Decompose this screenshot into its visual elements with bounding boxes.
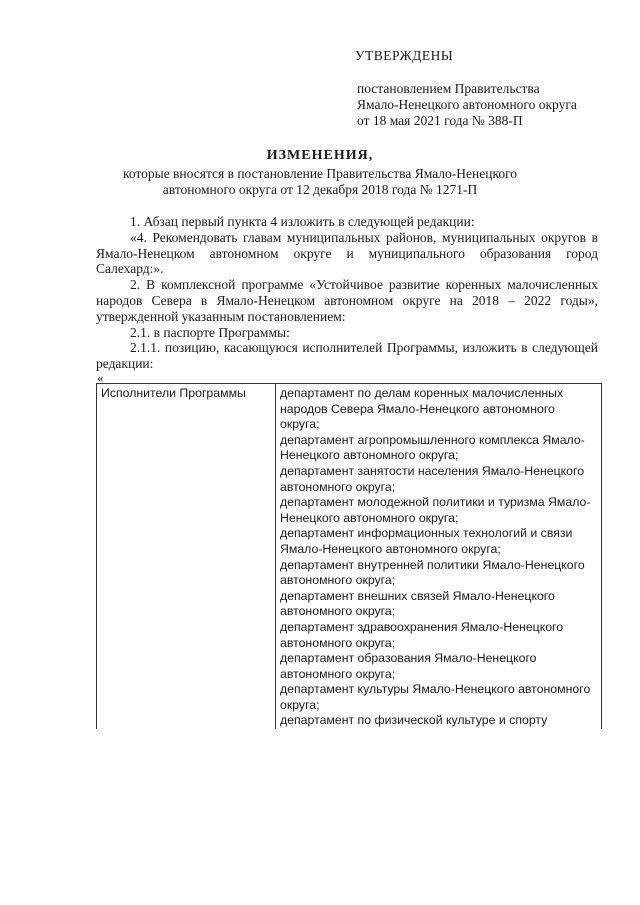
opening-quote: « xyxy=(97,370,104,385)
department-item: департамент агропромышленного комплекса Ямало-Ненецкого автономного округа; xyxy=(280,432,585,463)
approval-stamp: УТВЕРЖДЕНЫ xyxy=(355,48,454,63)
departments-cell xyxy=(276,384,602,730)
paragraph: 2.1.1. позицию, касающуюся исполнителей Программы, изложить в следующей редакции: xyxy=(96,340,598,372)
paragraph: 2.1. в паспорте Программы: xyxy=(130,324,290,340)
approval-block xyxy=(357,81,577,129)
department-item: департамент информационных технологий и связи Ямало-Ненецкого автономного округа; xyxy=(280,526,573,556)
table-row xyxy=(97,384,602,730)
department-item: департамент занятости населения Ямало-Ненецкого автономного округа; xyxy=(280,463,585,494)
document-subtitle xyxy=(0,166,640,198)
program-table xyxy=(96,383,602,729)
paragraph: 2. В комплексной программе «Устойчивое развитие коренных малочисленных народов Севера в Ямало-Ненецком автономном округе на 2018 – 2022 годы», утвержденной указанным постановлением: xyxy=(96,277,598,324)
department-item: департамент образования Ямало-Ненецкого автономного округа; xyxy=(280,651,537,681)
document-title: ИЗМЕНЕНИЯ, xyxy=(266,148,374,163)
department-item: департамент внешних связей Ямало-Ненецкого автономного округа; xyxy=(280,588,555,619)
paragraph: «4. Рекомендовать главам муниципальных районов, муниципальных округов в Ямало-Ненецком автономном округе и муниципального образования город Салехард:». xyxy=(96,229,598,277)
approval-line: от 18 мая 2021 года № 388-П xyxy=(357,113,523,128)
department-item: департамент по физической культуре и спорту xyxy=(280,713,548,728)
department-item: департамент молодежной политики и туризма Ямало-Ненецкого автономного округа; xyxy=(280,495,591,525)
approval-line: Ямало-Ненецкого автономного округа xyxy=(357,97,577,112)
department-item: департамент культуры Ямало-Ненецкого автономного округа; xyxy=(280,682,591,712)
subtitle-line: которые вносятся в постановление Правительства Ямало-Ненецкого xyxy=(122,166,518,181)
table-header-cell: Исполнители Программы xyxy=(97,384,276,730)
department-item: департамент внутренней политики Ямало-Ненецкого автономного округа; xyxy=(280,557,585,588)
department-item: департамент по делам коренных малочисленных народов Севера Ямало-Ненецкого автономного округа; xyxy=(280,386,564,432)
paragraph: 1. Абзац первый пункта 4 изложить в следующей редакции: xyxy=(130,214,475,229)
approval-line: постановлением Правительства xyxy=(357,81,540,96)
department-item: департамент здравоохранения Ямало-Ненецкого автономного округа; xyxy=(280,619,564,650)
document-body xyxy=(96,214,598,372)
subtitle-line: автономного округа от 12 декабря 2018 года № 1271-П xyxy=(162,182,478,197)
